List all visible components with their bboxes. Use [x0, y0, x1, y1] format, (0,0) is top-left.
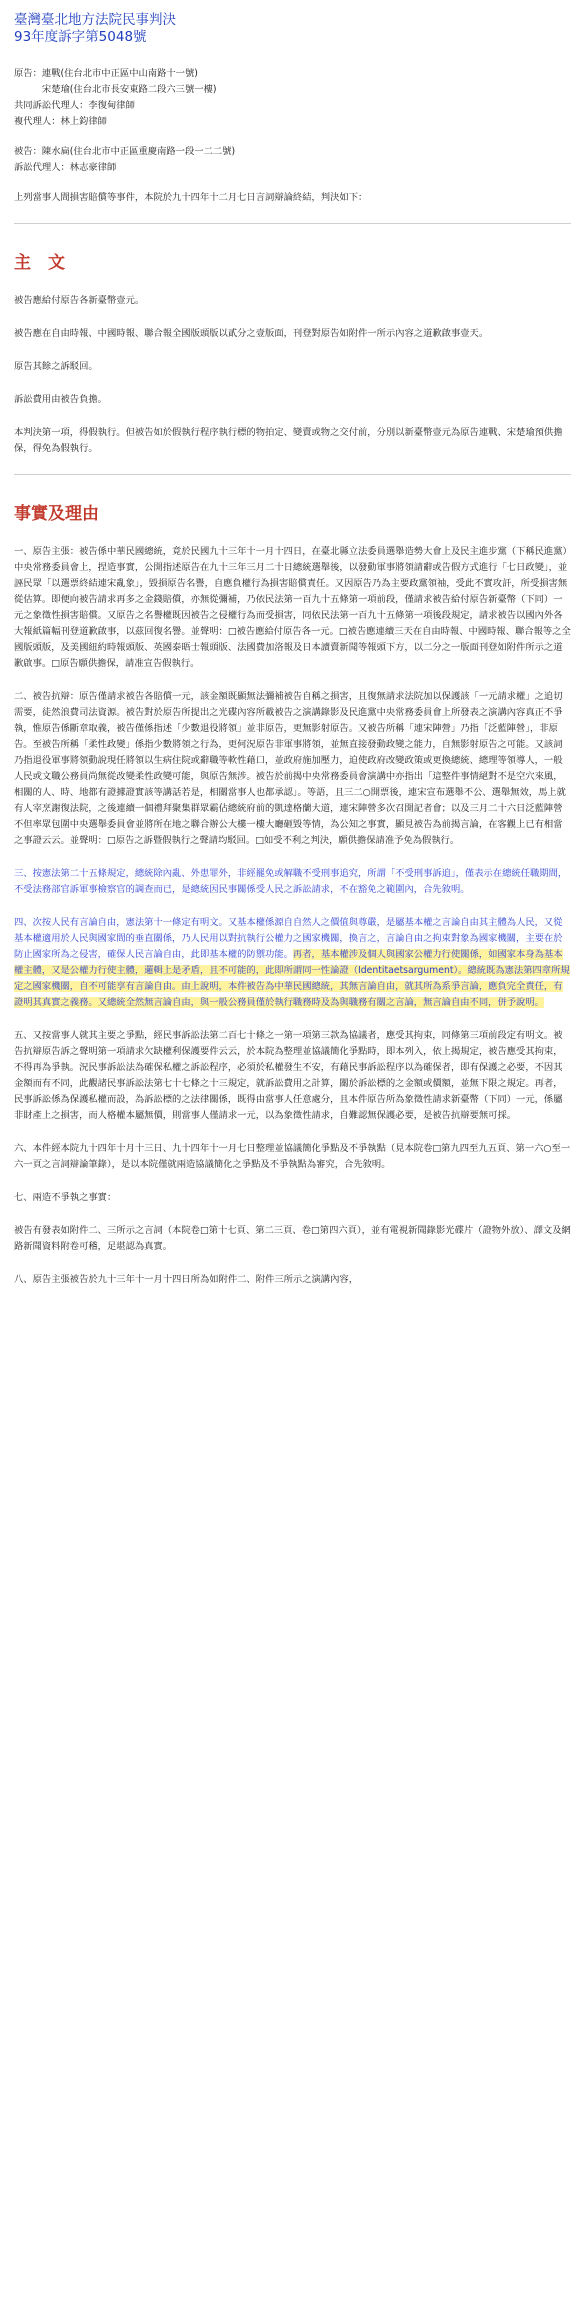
- main-item: 被告應在自由時報、中國時報、聯合報全國版頭版以貳分之壹版面，刊登對原告如附件一所示內容之道歉啟事壹天。: [14, 328, 489, 339]
- intro-text: 上列當事人間損害賠償等事件，本院於九十四年十二月七日言詞辯論終結，判決如下：: [14, 192, 368, 203]
- court-name: 臺灣臺北地方法院民事判決: [14, 12, 176, 28]
- case-number: 93年度訴字第5048號: [14, 29, 147, 45]
- attorney-line: 共同訴訟代理人：李復甸律師: [14, 100, 135, 111]
- highlighted-passage: 再者，基本權涉及個人與國家公權力行使關係，如國家本身為基本權主體，又是公權力行使主體，邏輯上是矛盾，且不可能的，此即所謂同一性論證（Identitaetsargument）。總統既為憲法第四章所規定之國家機關，自不可能享有言論自由。由上說明，本件被告為中華民國總統，其無言論自由，就其所為系爭言論，應負完全責任，有證明其真實之義務。又總統全然無言論自由，與一般公務員僅於執行職務時及為與職務有關之言論，無言論自由不同，併予說明。: [14, 949, 570, 1008]
- facts-paragraph-4: [14, 915, 571, 1011]
- case-title: [14, 12, 571, 46]
- defendant-line: 被告：陳水扁(住台北市中正區重慶南路一段一二二號): [14, 146, 236, 157]
- main-item: 本判決第一項，得假執行。但被告如於假執行程序執行標的物拍定、變賣或物之交付前，分別以新臺幣壹元為原告連戰、宋楚瑜預供擔保，得免為假執行。: [14, 427, 563, 454]
- plaintiff-block: [14, 66, 571, 130]
- divider: [14, 223, 571, 224]
- attorney-line: 複代理人：林上鈞律師: [14, 116, 107, 127]
- divider: [14, 474, 571, 475]
- plaintiff-line: 宋楚瑜(住台北市長安東路二段六三號一樓): [14, 84, 217, 95]
- facts-paragraph-5: 五、又按當事人就其主要之爭點，經民事訴訟法第二百七十條之一第一項第三款為協議者，應受其拘束，同條第三項前段定有明文。被告抗辯原告訴之聲明第一項請求欠缺權利保護要件云云，於本院為整理並協議簡化爭點時，即本列入，依上揭規定，被告應受其拘束，不得再為爭執。況民事訴訟法為確保私權之訴訟程序，必須於私權發生不安，有藉民事訴訟程序以為確保者，即有保護之必要，不因其金額而有不同，此觀諸民事訴訟法第七十七條之十三規定，就訴訟費用之計算，關於訴訟標的之金額或價額，並無下限之規定。再者，民事訴訟係為保護私權而設，為訴訟標的之法律關係，既得由當事人任意處分，且本件原告所為象徵性請求新臺幣（下同）一元，係屬非財產上之損害，而人格權本屬無價，則當事人僅請求一元，以為象徵性請求，自難認無保護必要，是被告抗辯要無可採。: [14, 1030, 563, 1121]
- facts-paragraph-8: 被告有發表如附件二、三所示之言詞（本院卷□第十七頁、第二三頁、卷□第四六頁），並有電視新聞錄影光碟片（證物外放）、譯文及網路新聞資料附卷可稽，足堪認為真實。: [14, 1225, 571, 1252]
- facts-paragraph-6: 六、本件經本院九十四年十月十三日、九十四年十一月七日整理並協議簡化爭點及不爭執點（見本院卷□第九四至九五頁、第一六○至一六一頁之言詞辯論筆錄），是以本院僅就兩造協議簡化之爭點及不爭執點為審究，合先敘明。: [14, 1143, 571, 1170]
- main-item: 被告應給付原告各新臺幣壹元。: [14, 295, 145, 306]
- main-item: 原告其餘之訴駁回。: [14, 361, 98, 372]
- defendant-attorney-line: 訴訟代理人：林志豪律師: [14, 162, 117, 173]
- facts-paragraph-9: 八、原告主張被告於九十三年十一月十四日所為如附件二、附件三所示之演講內容，: [14, 1274, 358, 1285]
- facts-paragraph-1: 一、原告主張：被告係中華民國總統，竟於民國九十三年十一月十四日，在臺北縣立法委員選舉造勢大會上及民主進步黨（下稱民進黨）中央常務委員會上，捏造事實，公開指述原告在九十三年三月二十日總統選舉後，以發動軍事將領請辭或告假方式進行「七日政變」，並誣民眾「以選票終結連宋亂象」，毀損原告名譽，自應負權行為損害賠償責任。又因原告乃為主要政黨領袖，受此不實攻訐，所受損害無從估算。即便向被告請求再多之金錢賠償，亦無從彌補，乃依民法第一百九十五條第一項前段，僅請求被告給付原告新臺幣（下同）一元之象徵性損害賠償。又原告之名譽權既因被告之侵權行為而受損害，同依民法第一百九十五條第一項後段規定，請求被告以國內外各大報紙篇幅刊登道歉啟事，以茲回復名譽。並聲明：□被告應給付原告各一元。□被告應連續三天在自由時報、中國時報、聯合報等之全國版頭版，及美國紐約時報頭版、英國泰晤士報頭版、法國費加洛報及日本讀賣新聞等報頭下方，以二分之一版面刊登如附件所示之道歉啟事。□原告願供擔保，請准宣告假執行。: [14, 546, 571, 669]
- facts-paragraph-3: 三、按憲法第二十五條規定，總統除內亂、外患罪外，非經罷免或解職不受刑事追究，所謂「不受刑事訴追」，僅表示在總統任職期間，不受法務部官訴軍事檢察官的調查而已，是總統因民事關係受人民之訴訟請求，不在豁免之範圍內，合先敘明。: [14, 868, 568, 895]
- plaintiff-line: 原告：連戰(住台北市中正區中山南路十一號): [14, 68, 198, 79]
- facts-paragraph-4-text: 四、次按人民有言論自由，憲法第十一條定有明文。又基本權係源自自然人之價值與尊嚴，是屬基本權之言論自由其主體為人民，又從基本權適用於人民與國家間的垂直關係，乃人民用以對抗執行公權力之國家機關，換言之，言論自由之拘束對象為國家機關，主要在於防止國家所為之侵害，確保人民言論自由，此即基本權的防禦功能。: [14, 917, 563, 960]
- defendant-block: [14, 144, 571, 176]
- main-item: 訴訟費用由被告負擔。: [14, 394, 107, 405]
- section-heading-facts: 事實及理由: [14, 504, 99, 524]
- section-heading-main: 主 文: [14, 253, 65, 273]
- facts-paragraph-2: 二、被告抗辯：原告僅請求被告各賠償一元，該金額既顯無法彌補被告自稱之損害，且復無請求法院加以保護該「一元請求權」之追切需要，徒然浪費司法資源。被告對於原告所提出之光碟內容所載被告之演講錄影及民進黨中央常務委員會上所發表之演講內容真正不爭執，惟原告係斷章取義，被告僅係指述「少數退役將領」並非原告，更無影射原告。又被告所稱「連宋陣營」乃指「泛藍陣營」，非原告。至被告所稱「柔性政變」係指少數將領之行為，更何況原告非軍事將領，並無直接發動政變之能力，自無影射原告之可能。又該詞乃指退役軍事將領動說現任將領以生病住院或辭職等軟性藉口，並政府施加壓力，迫使政府改變政策或更換總統、總理等領導人，一般人民或文職公務員尚無從改變柔性政變可能，與原告無涉。被告於前揭中央常務委員會演講中亦指出「這整件事情絕對不是空穴來風，相關的人、時、地都有證據證實該等講話若是，相關當事人也都承認」。等語，且三二○開票後，連宋宣布選舉不公、選舉無效，馬上就有人宰烹謝復法院，之後連續一個禮拜聚集群眾霸佔總統府前的凱達格蘭大道，連宋陣營多次召開記者會；以及三月二十六日泛藍陣營不但率眾包圍中央選舉委員會並將所在地之聯合辦公大樓一樓大廳砸毀等情，為公知之事實，顯見被告為前揭言論，在客觀上已有相當之事證云云。並聲明：□原告之訴暨假執行之聲請均駁回。□如受不利之判決，願供擔保請准予免為假執行。: [14, 691, 566, 846]
- facts-paragraph-7: 七、兩造不爭執之事實：: [14, 1192, 117, 1203]
